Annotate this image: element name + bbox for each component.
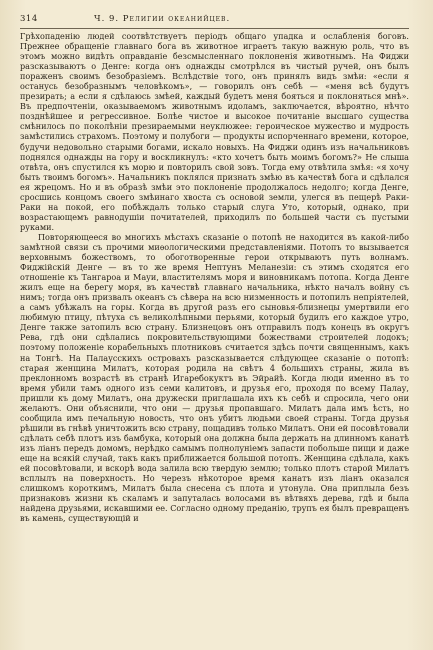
running-head: Ч. 9. Религии океанийцев. — [94, 14, 231, 24]
body-text — [20, 31, 409, 632]
header-rule — [20, 28, 409, 29]
page-number: 314 — [20, 14, 38, 24]
paragraph-degeneration-of-gods: Грѣхопаденію людей соотвѣтствуетъ періодъ общаго упадка и ослабленія боговъ. Прежнее обращеніе главнаго бога въ животное играетъ такую важную роль, что въ этомъ можно видѣть оправданіе безсмысленнаго поклоненія животнымъ. На Фиджи разсказываютъ о Денге: когда онъ однажды смотрѣлся въ чистый ручей, онъ былъ пораженъ своимъ безобразіемъ. Вслѣдствіе того, онъ принялъ видъ змѣи: «если я останусь безобразнымъ человѣкомъ», — говорилъ онъ себѣ — «меня всѣ будутъ презирать; а если я сдѣлаюсь змѣей, каждый будетъ меня бояться и поклоняться мнѣ». Въ предпочтеніи, оказываемомъ животнымъ идоламъ, заключается, вѣроятно, нѣчто позднѣйшее и регрессивное. Болѣе чистое и высокое почитаніе высшаго существа смѣнилось по поколѣніи презираемыми неуклюжее: героическое мужество и мудрость замѣстились страхомъ. Поэтому и полубоги — продукты испорченнаго времени, которое, будучи недовольно старыми богами, искало новыхъ. На Фиджи одинъ изъ начальниковъ поднялся однажды на гору и воскликнулъ: «кто хочетъ быть моимъ богомъ?» Не слыша отвѣта, онъ спустился къ морю и повторилъ свой зовъ. Тогда ему отвѣтила змѣя: «я хочу быть твоимъ богомъ». Начальникъ поклялся признать змѣю въ качествѣ бога и сдѣлался ея жрецомъ. Но и въ образѣ змѣи это поклоненіе продолжалось недолго; когда Денге, сросшись концомъ своего змѣинаго хвоста съ основой земли, улегся въ пещерѣ Раки-Раки на покой, его побѣждалъ только старый слуга Уто, который, однако, при возрастающемъ равнодушіи почитателей, приходилъ по большей части съ пустыми руками. — [20, 31, 409, 232]
paragraph-flood-legend: Повторяющееся во многихъ мѣстахъ сказаніе о потопѣ не находится въ какой-либо замѣтной связи съ прочими миѳологическими представленіями. Потопъ то вызывается верховнымъ божествомъ, то обоготворенные герои открываютъ путь волнамъ. Фиджійскій Денге — въ то же время Нептунъ Меланезіи: съ этимъ сходятся его отношеніе къ Тангароа и Мауи, властителямъ моря и виновникамъ потопа. Когда Денге жилъ еще на берегу моря, въ качествѣ главнаго начальника, нѣкто началъ войну съ нимъ; тогда онъ призвалъ океанъ съ сѣвера на всю низменность и потопилъ непріятелей, а самъ убѣжалъ на горы. Когда въ другой разъ его сыновья-близнецы умертвили его любимую птицу, пѣтуха съ великолѣпными перьями, который будилъ его каждое утро, Денге также затопилъ всю страну. Близнецовъ онъ отправилъ подъ конецъ въ округъ Рева, гдѣ они сдѣлались покровительствующими божествами строителей лодокъ; поэтому положеніе корабельныхъ плотниковъ считается здѣсь почти священнымъ, какъ на Тонгѣ. На Палаусскихъ островахъ разсказывается слѣдующее сказаніе о потопѣ: старая женщина Милатъ, которая родила на свѣтъ 4 большихъ страны, жила въ преклонномъ возрастѣ въ странѣ Игаребокуктъ въ Эйрайѣ. Когда люди именно въ то время убили тамъ одного изъ семи калитовъ, и друзья его, проходя по всему Палау, пришли къ дому Милатъ, она дружески приглашала ихъ къ себѣ и спросила, чего они желаютъ. Они объяснили, что они — друзья пропавшаго. Милатъ дала имъ ѣсть, но сообщила имъ печальную новость, что онъ убитъ людьми своей страны. Тогда друзья рѣшили въ гнѣвѣ уничтожить всю страну, пощадивъ только Милатъ. Они ей посовѣтовали сдѣлать себѣ плотъ изъ бамбука, который она должна была держать на длинномъ канатѣ изъ ліанъ передъ домомъ, нерѣдко самымъ полнолуніемъ запасти побольше пищи и даже еще на всякій случай, такъ какъ приближается большой потопъ. Женщина сдѣлала, какъ ей посовѣтовали, и вскорѣ вода залила всю твердую землю; только плотъ старой Милатъ всплылъ на поверхность. Но черезъ нѣкоторое время канатъ изъ ліанъ оказался слишкомъ короткимъ, Милатъ была снесена съ плота и утонула. Она приплыла безъ признаковъ жизни къ скаламъ и запуталась волосами въ вѣтвяхъ дерева, гдѣ и была найдена друзьями, искавшими ее. Согласно одному преданію, трупъ ея былъ превращенъ въ камень, существующій и — [20, 231, 409, 524]
